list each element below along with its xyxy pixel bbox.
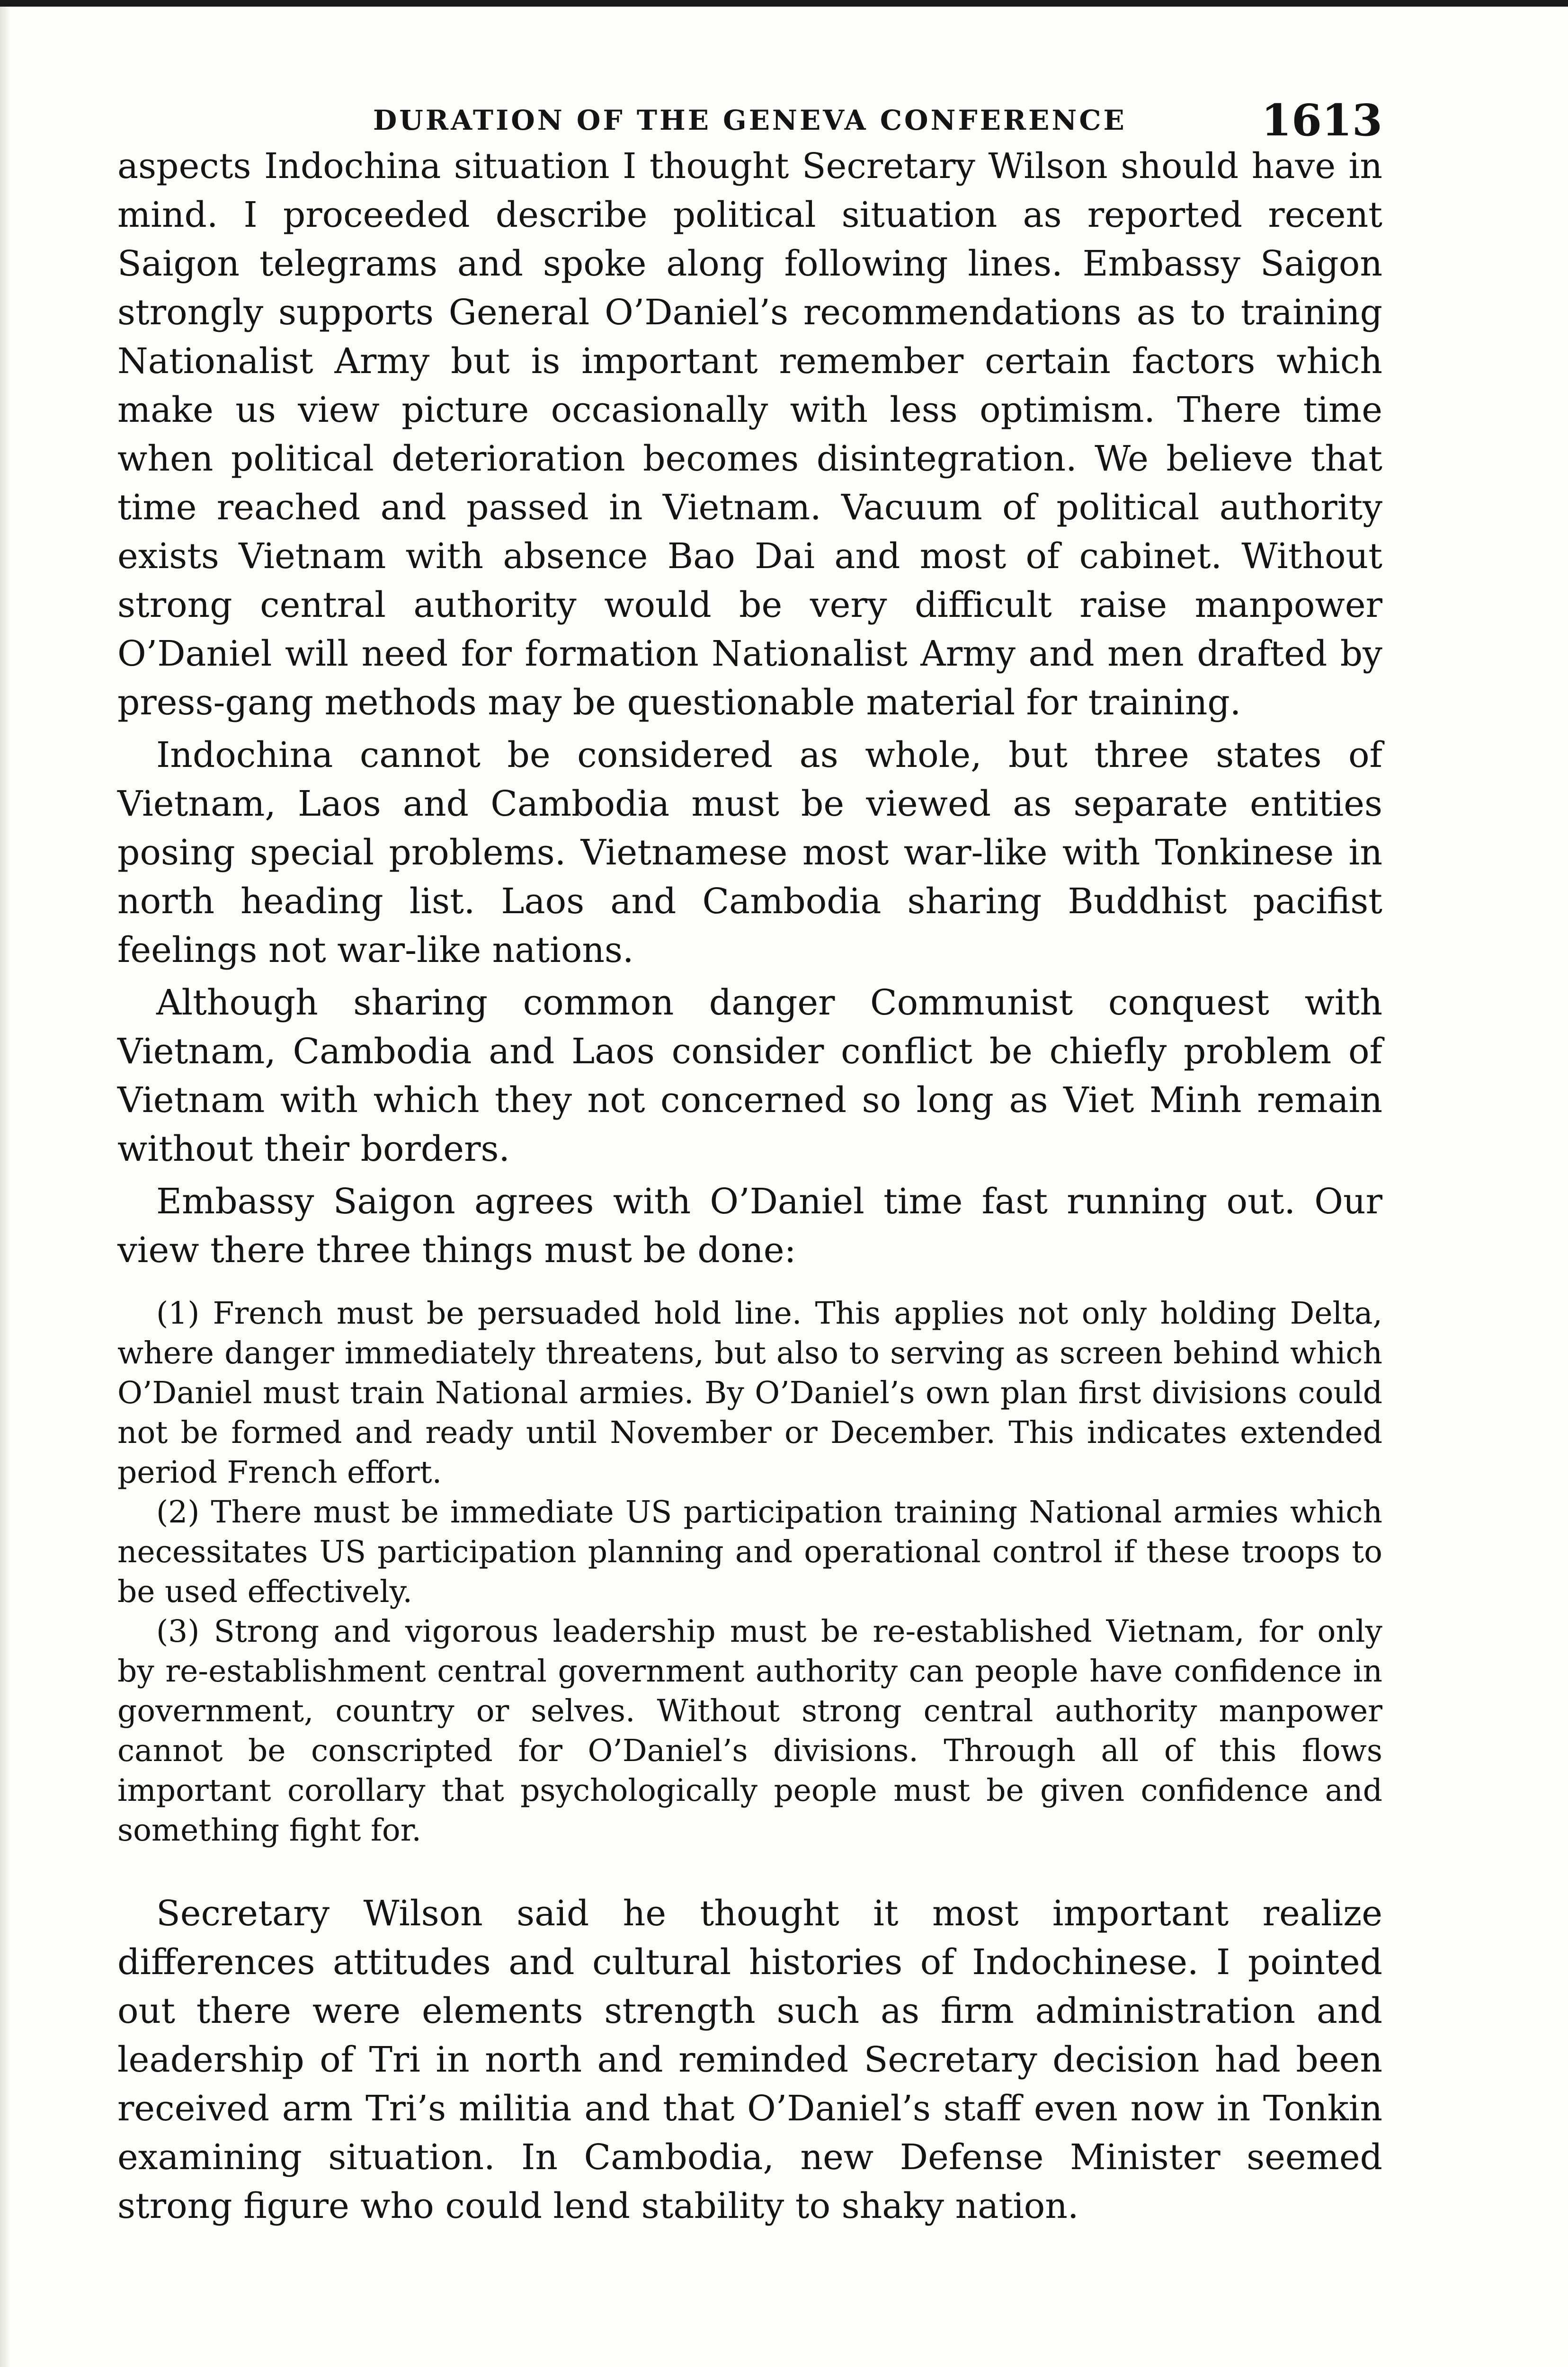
body-text — [117, 142, 1382, 1275]
paragraph: Indochina cannot be considered as whole, but three states of Vietnam, Laos and Cambodia must be viewed as separate entities posing special problems. Vietnamese most war-like with Tonkinese in north heading list. Laos and Cambodia sharing Buddhist pacifist feelings not war-like nations. — [117, 735, 1382, 970]
running-header — [117, 95, 1382, 146]
extract-item-2: (2) There must be immediate US participation training National armies which necessitates US participation planning and operational control if these troops to be used effectively. — [117, 1495, 1382, 1610]
numbered-extract — [117, 1294, 1382, 1851]
top-edge-rule — [0, 0, 1568, 7]
page-edge-shadow — [0, 7, 10, 2367]
paragraph: Although sharing common danger Communist conquest with Vietnam, Cambodia and Laos consider conflict be chiefly problem of Vietnam with which they not concerned so long as Viet Minh remain without their borders. — [117, 982, 1382, 1169]
page-number: 1613 — [1261, 95, 1382, 146]
extract-item-3: (3) Strong and vigorous leadership must be re-established Vietnam, for only by re-establishment central government authority can people have confidence in government, country or selves. Without strong central authority manpower cannot be conscripted for O’Daniel’s divisions. Through all of this flows important corollary that psychologically people must be given confidence and something fight for. — [117, 1614, 1382, 1848]
closing-section — [117, 1889, 1382, 2231]
extract-item-1: (1) French must be persuaded hold line. This applies not only holding Delta, where danger immediately threatens, but also to serving as screen behind which O’Daniel must train National armies. By O’Daniel’s own plan first divisions could not be formed and ready until November or December. This indicates extended period French effort. — [117, 1296, 1382, 1490]
paragraph-continued: aspects Indochina situation I thought Secretary Wilson should have in mind. I proceeded describe political situation as reported recent Saigon telegrams and spoke along following lines. Embassy Saigon strongly supports General O’Daniel’s recommendations as to training Nationalist Army but is important remember certain factors which make us view picture occasionally with less optimism. There time when political deterioration becomes disintegration. We believe that time reached and passed in Vietnam. Vacuum of political authority exists Vietnam with absence Bao Dai and most of cabinet. Without strong central authority would be very difficult raise manpower O’Daniel will need for formation Nationalist Army and men drafted by press-gang methods may be questionable material for training. — [117, 146, 1382, 723]
document-page — [117, 95, 1382, 2231]
closing-paragraph: Secretary Wilson said he thought it most important realize differences attitudes and cultural histories of Indochinese. I pointed out there were elements strength such as firm administration and leadership of Tri in north and reminded Secretary decision had been received arm Tri’s militia and that O’Daniel’s staff even now in Tonkin examining situation. In Cambodia, new Defense Minister seemed strong figure who could lend stability to shaky nation. — [117, 1893, 1382, 2226]
paragraph: Embassy Saigon agrees with O’Daniel time fast running out. Our view there three things must be done: — [117, 1181, 1382, 1271]
running-title: DURATION OF THE GENEVA CONFERENCE — [373, 104, 1127, 136]
